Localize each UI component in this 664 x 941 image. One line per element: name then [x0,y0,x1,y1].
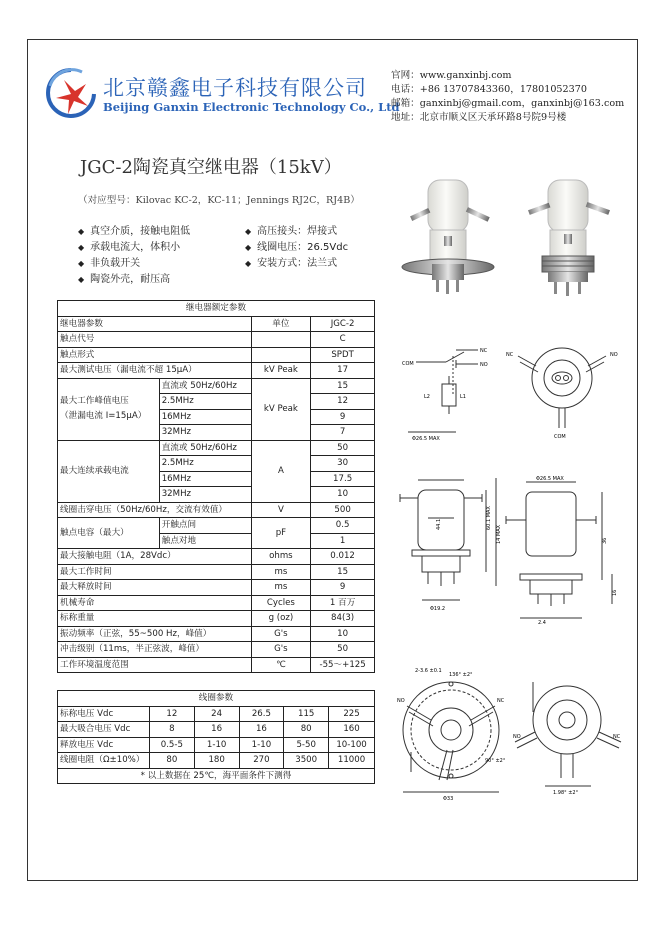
table-row: 线圈击穿电压（50Hz/60Hz，交流有效值） V 500 [58,502,375,518]
relay-top-view-diagram [504,336,629,446]
svg-text:L1: L1 [460,394,466,400]
svg-text:NC: NC [506,352,514,358]
relay-schematic-diagram [398,336,503,446]
table-row: 标称重量 g (oz) 84(3) [58,611,375,627]
relay-bottom-view-diagram [395,662,630,802]
table-row: 触点代号 C [58,332,375,348]
table-row: 线圈电阻（Ω±10%） 80 180 270 3500 11000 [58,753,375,769]
table-row: 最大工作时间 ms 15 [58,564,375,580]
svg-text:16: 16 [612,589,618,596]
svg-text:NC: NC [613,734,621,740]
feature-item: ◆ 高压接头：焊接式 [245,226,338,237]
table-row: 触点电容（最大） 开触点间 pF 0.5 [58,518,375,534]
svg-text:L2: L2 [424,394,430,400]
svg-text:NC: NC [480,348,488,354]
feature-item: ◆ 陶瓷外壳，耐压高 [78,274,171,285]
svg-text:136° ±2°: 136° ±2° [449,672,473,678]
svg-text:NO: NO [397,698,405,704]
table-row: 释放电压 Vdc 0.5-5 1-10 1-10 5-50 10-100 [58,737,375,753]
table-row: 工作环境温度范围 ℃ -55～+125 [58,657,375,673]
svg-text:2.4: 2.4 [538,620,546,625]
coil-note: * 以上数据在 25℃，海平面条件下测得 [58,768,375,784]
table-row: 2.5MHz 12 [58,394,375,410]
company-logo-icon [42,64,100,122]
page-title: JGC-2陶瓷真空继电器（15kV） [80,157,342,178]
contact-address: 地址：北京市顺义区天承环路8号院9号楼 [391,112,567,123]
svg-text:36: 36 [602,537,608,544]
relay-side-view-diagram [398,470,628,625]
table-row: 振动频率（正弦，55~500 Hz，峰值） G's 10 [58,626,375,642]
svg-text:Φ19.2: Φ19.2 [430,606,446,612]
relay-ratings-table [57,300,375,673]
ratings-caption: 继电器额定参数 [58,301,375,317]
svg-text:NC: NC [497,698,505,704]
table-row: 机械寿命 Cycles 1 百万 [58,595,375,611]
table-row: 最大接触电阻（1A，28Vdc） ohms 0.012 [58,549,375,565]
svg-text:60.1 MAX: 60.1 MAX [486,506,492,530]
table-row: 标称电压 Vdc 12 24 26.5 115 225 [58,706,375,722]
contact-website: 官网：www.ganxinbj.com [391,70,512,81]
contact-phone: 电话：+86 13707843360，17801052370 [391,84,587,95]
table-row: 32MHz 10 [58,487,375,503]
svg-text:NO: NO [513,734,521,740]
feature-item: ◆ 安装方式：法兰式 [245,258,338,269]
table-row: 2.5MHz 30 [58,456,375,472]
feature-item: ◆ 真空介质，接触电阻低 [78,226,191,237]
svg-text:COM: COM [402,361,414,367]
table-row: 触点形式 SPDT [58,347,375,363]
relay-product-photo [400,172,625,302]
svg-text:Φ26.5 MAX: Φ26.5 MAX [412,436,440,442]
coil-parameters-table [57,690,375,784]
table-row: 最大连续承载电流 直流或 50Hz/60Hz A 50 [58,440,375,456]
contact-email: 邮箱：ganxinbj@gmail.com，ganxinbj@163.com [391,98,625,109]
svg-text:NO: NO [480,362,488,368]
table-row: 最大吸合电压 Vdc 8 16 16 80 160 [58,722,375,738]
table-row: 32MHz 7 [58,425,375,441]
feature-item: ◆ 非负载开关 [78,258,141,269]
table-row: 冲击级别（11ms，半正弦波，峰值） G's 50 [58,642,375,658]
svg-text:COM: COM [554,434,566,440]
svg-text:14 MAX: 14 MAX [496,524,502,544]
svg-text:Φ33: Φ33 [443,796,454,802]
equivalent-models: （对应型号：Kilovac KC-2，KC-11；Jennings RJ2C，RJ4B） [78,195,360,206]
table-row: 最大测试电压（漏电流不超 15μA） kV Peak 17 [58,363,375,379]
svg-text:1.98° ±2°: 1.98° ±2° [553,790,579,796]
svg-text:NO: NO [610,352,618,358]
feature-item: ◆ 线圈电压：26.5Vdc [245,242,349,253]
table-row: 触点对地 1 [58,533,375,549]
svg-text:Φ26.5 MAX: Φ26.5 MAX [536,476,564,482]
table-row: 16MHz 17.5 [58,471,375,487]
svg-text:2-3.6 ±0.1: 2-3.6 ±0.1 [415,668,442,674]
coil-caption: 线圈参数 [58,691,375,707]
company-name-cn: 北京赣鑫电子科技有限公司 [103,76,367,100]
table-row: 最大工作峰值电压 （泄漏电流 I=15μA） 直流或 50Hz/60Hz kV Peak 15 [58,378,375,394]
feature-item: ◆ 承载电流大，体积小 [78,242,181,253]
table-row: 继电器参数 单位 JGC-2 [58,316,375,332]
svg-text:90° ±2°: 90° ±2° [485,758,506,764]
company-name-en: Beijing Ganxin Electronic Technology Co., Ltd [103,100,400,114]
svg-text:44.1: 44.1 [436,518,442,530]
table-row: 最大释放时间 ms 9 [58,580,375,596]
table-row: 16MHz 9 [58,409,375,425]
